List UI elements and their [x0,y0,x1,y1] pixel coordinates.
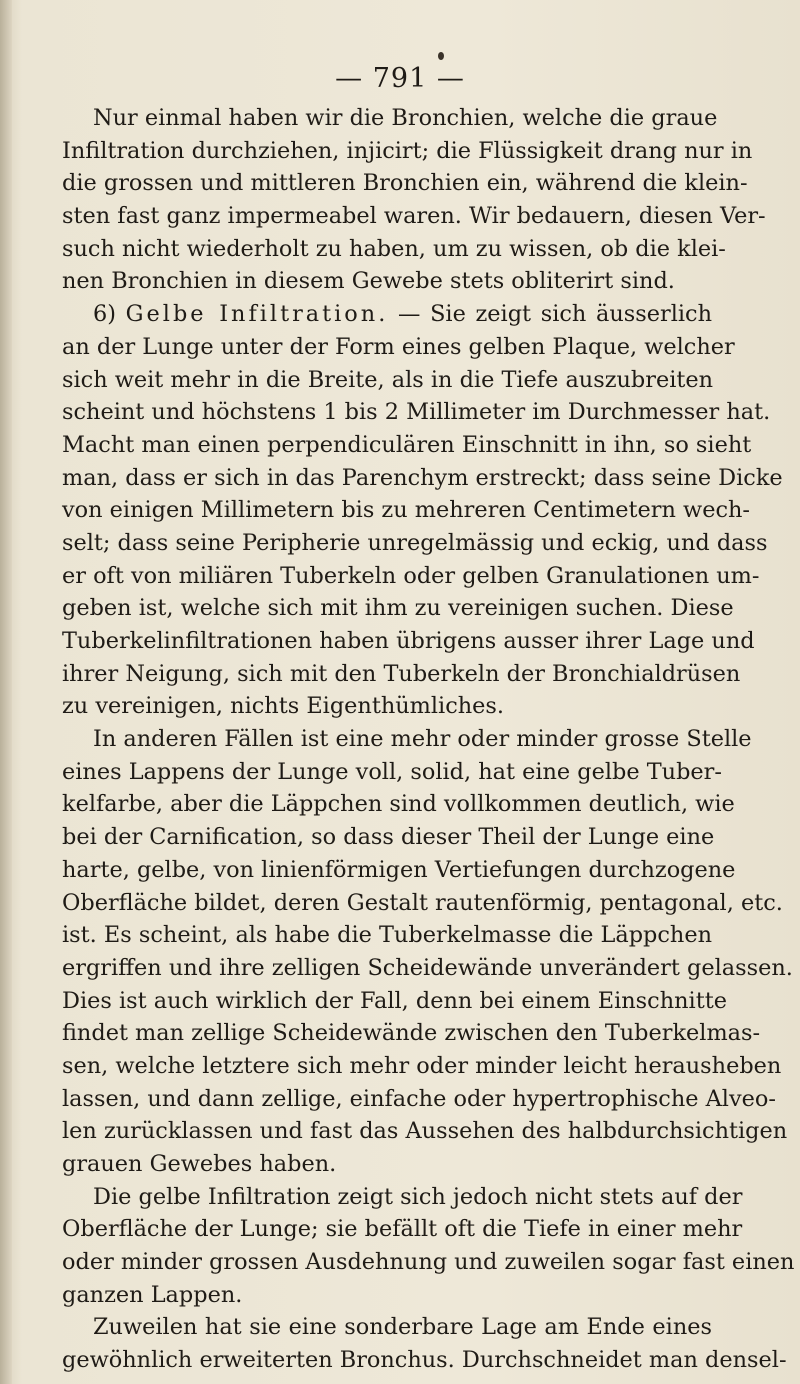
text-line: sten fast ganz impermeabel waren. Wir bedauern, diesen Ver- [62,203,766,230]
text-line: kelfarbe, aber die Läppchen sind vollkommen deutlich, wie [62,791,735,818]
text-line: such nicht wiederholt zu haben, um zu wissen, ob die klei- [62,235,726,262]
text-line: sen, welche letztere sich mehr oder minder leicht herausheben [62,1052,782,1079]
text-line: ist. Es scheint, als habe die Tuberkelmasse die Läppchen [62,922,712,949]
text-line: harte, gelbe, von linienförmigen Vertiefungen durchzogene [62,856,736,883]
text-line: gewöhnlich erweiterten Bronchus. Durchschneidet man densel- [62,1347,787,1374]
body-text [62,102,795,1377]
text-line: eines Lappens der Lunge voll, solid, hat eine gelbe Tuber- [62,758,722,785]
text-line: geben ist, welche sich mit ihm zu vereinigen suchen. Diese [62,595,734,622]
text-line: ihrer Neigung, sich mit den Tuberkeln der Bronchialdrüsen [62,660,741,687]
text-line: bei der Carnification, so dass dieser Theil der Lunge eine [62,824,715,851]
ink-spot [438,52,444,60]
text-line: er oft von miliären Tuberkeln oder gelben Granulationen um- [62,562,760,589]
text-line: Tuberkelinfiltrationen haben übrigens ausser ihrer Lage und [62,628,755,654]
text-line: Die gelbe Infiltration zeigt sich jedoch nicht stets auf der [93,1183,743,1210]
text-line: man, dass er sich in das Parenchym erstreckt; dass seine Dicke [62,464,783,491]
text-line: scheint und höchstens 1 bis 2 Millimeter im Durchmesser hat. [62,399,771,426]
text-line: zu vereinigen, nichts Eigenthümliches. [62,693,505,720]
text-line: an der Lunge unter der Form eines gelben Plaque, welcher [62,333,735,360]
text-line: Nur einmal haben wir die Bronchien, welche die graue [93,105,718,131]
section-heading: Gelbe Infiltration. [125,301,389,328]
text-line: von einigen Millimetern bis zu mehreren Centimetern wech- [62,497,750,524]
text-line: grauen Gewebes haben. [62,1151,337,1177]
text-line: Macht man einen perpendiculären Einschnitt in ihn, so sieht [62,431,752,458]
text-line: die grossen und mittleren Bronchien ein, während die klein- [62,170,748,197]
text-line: lassen, und dann zellige, einfache oder hypertrophische Alveo- [62,1085,776,1112]
section-text: Sie zeigt sich äusserlich [430,301,712,328]
text-line: nen Bronchien in diesem Gewebe stets obliterirt sind. [62,268,675,295]
page-gutter-shadow [0,0,12,1384]
text-line: Oberfläche der Lunge; sie befällt oft die Tiefe in einer mehr [62,1216,743,1243]
text-line: oder minder grossen Ausdehnung und zuweilen sogar fast einen [62,1249,795,1276]
text-line: selt; dass seine Peripherie unregelmässig und eckig, und dass [62,529,768,556]
section-number: 6) [93,301,126,328]
text-line: findet man zellige Scheidewände zwischen den Tuberkelmas- [62,1020,761,1047]
page-number: — 791 — [335,63,465,94]
section-6-line [62,298,712,331]
text-line: Infiltration durchziehen, injicirt; die Flüssigkeit drang nur in [62,137,753,164]
text-line: len zurücklassen und fast das Aussehen des halbdurchsichtigen [62,1118,788,1145]
section-dash: — [388,301,431,328]
text-line: Dies ist auch wirklich der Fall, denn bei einem Einschnitte [62,987,727,1014]
text-line: ergriffen und ihre zelligen Scheidewände unverändert gelassen. [62,954,793,981]
text-line: Oberfläche bildet, deren Gestalt rautenförmig, pentagonal, etc. [62,889,783,916]
text-line: Zuweilen hat sie eine sonderbare Lage am Ende eines [93,1314,712,1341]
text-line: ganzen Lappen. [62,1281,243,1308]
text-line: sich weit mehr in die Breite, als in die Tiefe auszubreiten [62,366,714,393]
text-line: In anderen Fällen ist eine mehr oder minder grosse Stelle [93,726,752,753]
